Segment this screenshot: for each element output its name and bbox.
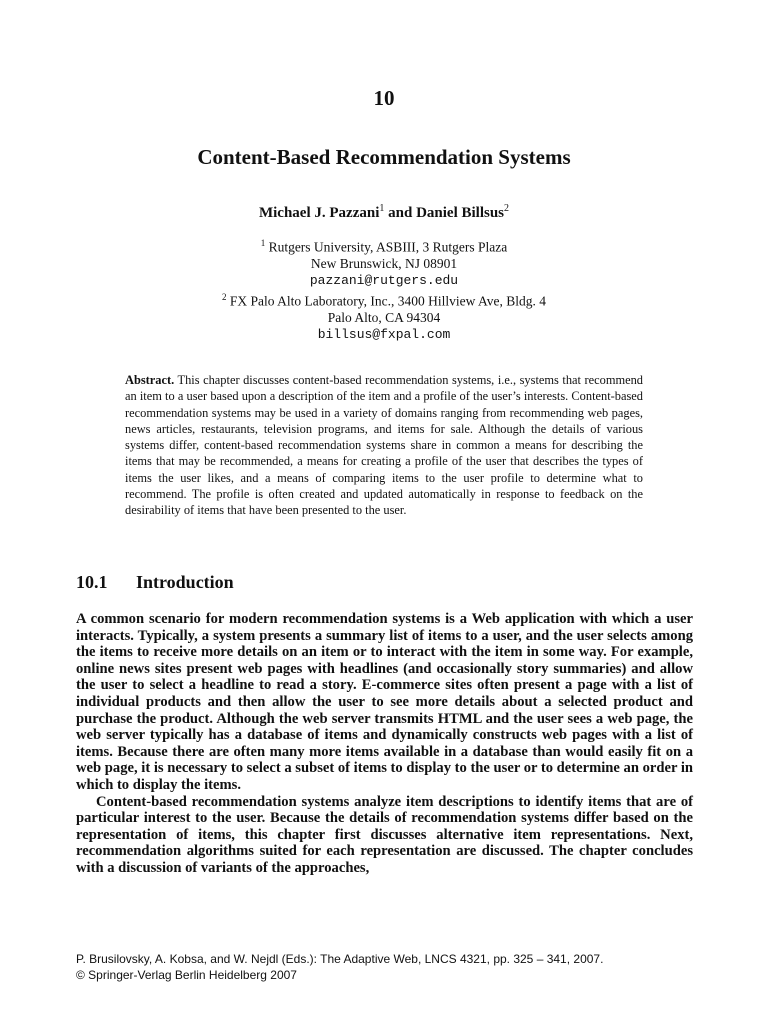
section-number: 10.1	[76, 572, 108, 592]
body-paragraph: A common scenario for modern recommendation systems is a Web application with which a user interacts. Typically, a system presents a summary list of items to a user, and the user selects among the items to receive more details on an item or to interact with the item in some way. For example, online news sites present web pages with headlines (and occasionally story summaries) and allow the user to select a headline to read a story. E-commerce sites often present a page with a list of individual products and then allow the user to see more details about a selected product and purchase the product. Although the web server transmits HTML and the user sees a web page, the web server typically has a database of items and dynamically constructs web pages with a list of items. Because there are often many more items available in a database than would easily fit on a web page, it is necessary to select a subset of items to display to the user or to determine an order in which to display the items.	[76, 611, 693, 793]
affiliation-address: Palo Alto, CA 94304	[327, 310, 441, 325]
section-heading	[76, 572, 234, 593]
abstract	[125, 372, 643, 519]
affiliation-email[interactable]: pazzani@rutgers.edu	[309, 272, 459, 288]
author-name: Michael J. Pazzani	[258, 205, 380, 221]
body-text	[76, 611, 693, 877]
affiliation-mark: 2	[222, 292, 227, 302]
abstract-label: Abstract.	[125, 373, 175, 387]
author-affiliation-mark: 1	[379, 203, 385, 214]
author-name: Daniel Billsus	[416, 205, 505, 221]
chapter-title: Content-Based Recommendation Systems	[197, 145, 571, 169]
affiliation-address: New Brunswick, NJ 08901	[310, 256, 458, 271]
affiliation-line	[0, 235, 768, 256]
footer-copyright: © Springer-Verlag Berlin Heidelberg 2007	[76, 968, 297, 982]
author-line	[0, 203, 768, 222]
section-title: Introduction	[136, 572, 234, 592]
affiliations	[0, 235, 768, 343]
affiliation-line	[0, 289, 768, 310]
footer-citation: P. Brusilovsky, A. Kobsa, and W. Nejdl (Eds.): The Adaptive Web, LNCS 4321, pp. 325 – 341, 2007.	[76, 952, 604, 966]
affiliation-mark: 1	[260, 238, 266, 248]
affiliation-institution: FX Palo Alto Laboratory, Inc., 3400 Hillview Ave, Bldg. 4	[226, 293, 546, 309]
author-conjunction: and	[384, 205, 417, 221]
body-paragraph: Content-based recommendation systems analyze item descriptions to identify items that are of particular interest to the user. Because the details of recommendation systems differ based on the representation of items, this chapter first discusses alternative item representations. Next, recommendation algorithms suited for each representation are discussed. The chapter concludes with a discussion of variants of the approaches,	[76, 793, 693, 876]
affiliation-institution: Rutgers University, ASBIII, 3 Rutgers Plaza	[265, 239, 508, 255]
page-footer	[76, 951, 716, 983]
author-affiliation-mark: 2	[504, 203, 510, 214]
abstract-text: This chapter discusses content-based recommendation systems, i.e., systems that recommend an item to a user based upon a description of the item and a profile of the user’s interests. Content-based recommendation systems may be used in a variety of domains ranging from recommending web pages, news articles, restaurants, television programs, and items for sale. Although the details of various systems differ, content-based recommendation systems share in common a means for describing the items that may be recommended, a means for creating a profile of the user that describes the types of items the user likes, and a means of comparing items to the user profile to determine what to recommend. The profile is often created and updated automatically in response to feedback on the desirability of items that have been presented to the user.	[125, 373, 643, 518]
chapter-number: 10	[373, 86, 395, 110]
affiliation-email[interactable]: billsus@fxpal.com	[317, 326, 451, 342]
